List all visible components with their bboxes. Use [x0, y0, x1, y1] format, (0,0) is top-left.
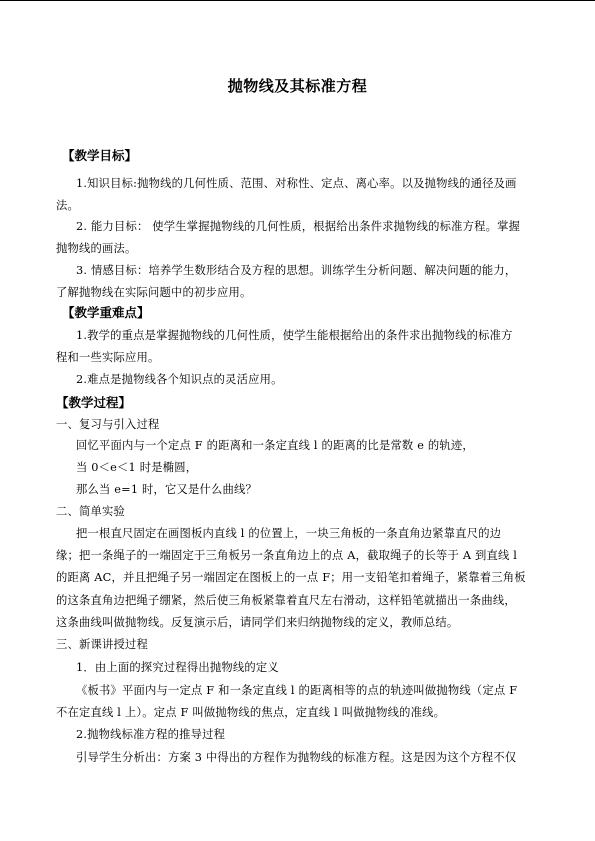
process-line-7: 缘；把一条绳子的一端固定于三角板另一条直角边上的点 A，截取绳子的长等于 A 到直线 l — [56, 549, 518, 562]
goals-line-5: 3. 情感目标：培养学生数形结合及方程的思想。训练学生分析问题、解决问题的能力， — [76, 264, 517, 277]
goals-line-2: 法。 — [56, 199, 79, 212]
goals-line-1: 1.知识目标:抛物线的几何性质、范围、对称性、定点、离心率。以及抛物线的通径及画 — [76, 177, 517, 190]
goals-line-4: 抛物线的画法。 — [56, 242, 137, 255]
section-heading-process: 【教学过程】 — [56, 395, 132, 410]
process-line-16: 引导学生分析出：方案 3 中得出的方程作为抛物线的标准方程。这是因为这个方程不仅 — [76, 751, 517, 764]
process-line-2: 回忆平面内与一个定点 F 的距离和一条定直线 l 的距离的比是常数 e 的轨迹， — [76, 439, 474, 452]
process-line-10: 这条曲线叫做抛物线。反复演示后，请同学们来归纳抛物线的定义，教师总结。 — [56, 616, 459, 629]
document-title: 抛物线及其标准方程 — [227, 77, 368, 95]
process-line-13: 《板书》平面内与一定点 F 和一条定直线 l 的距离相等的点的轨迹叫做抛物线（定点 F — [76, 684, 518, 697]
process-line-8: 的距离 AC，并且把绳子另一端固定在图板上的一点 F；用一支铅笔扣着绳子，紧靠着三角板 — [56, 571, 526, 584]
keypoints-line-2: 程和一些实际应用。 — [56, 351, 160, 364]
process-line-4: 那么当 e=1 时，它又是什么曲线？ — [76, 483, 257, 496]
process-line-9: 的这条直角边把绳子绷紧，然后使三角板紧靠着直尺左右滑动，这样铅笔就描出一条曲线， — [56, 594, 516, 607]
keypoints-line-1: 1.教学的重点是掌握抛物线的几何性质，使学生能根据给出的条件求出抛物线的标准方 — [76, 329, 513, 342]
process-line-1: 一、复习与引入过程 — [56, 418, 160, 431]
process-line-6: 把一根直尺固定在画图板内直线 l 的位置上，一块三角板的一条直角边紧靠直尺的边 — [76, 527, 502, 540]
process-line-15: 2.抛物线标准方程的推导过程 — [76, 728, 226, 741]
goals-line-3: 2. 能力目标： 使学生掌握抛物线的几何性质，根据给出条件求抛物线的标准方程。掌握 — [76, 220, 521, 233]
section-heading-keypoints: 【教学重难点】 — [62, 305, 150, 320]
section-heading-goals: 【教学目标】 — [62, 148, 138, 163]
goals-line-6: 了解抛物线在实际问题中的初步应用。 — [56, 286, 252, 299]
process-line-12: 1．由上面的探究过程得出抛物线的定义 — [76, 661, 279, 674]
keypoints-line-3: 2.难点是抛物线各个知识点的灵活应用。 — [76, 373, 283, 386]
process-line-11: 三、新课讲授过程 — [56, 638, 148, 651]
top-rule — [0, 0, 595, 1]
process-line-3: 当 0＜e＜1 时是椭圆， — [76, 461, 198, 474]
process-line-14: 不在定直线 l 上）。定点 F 叫做抛物线的焦点，定直线 l 叫做抛物线的准线。 — [56, 706, 446, 719]
process-line-5: 二、简单实验 — [56, 505, 125, 518]
